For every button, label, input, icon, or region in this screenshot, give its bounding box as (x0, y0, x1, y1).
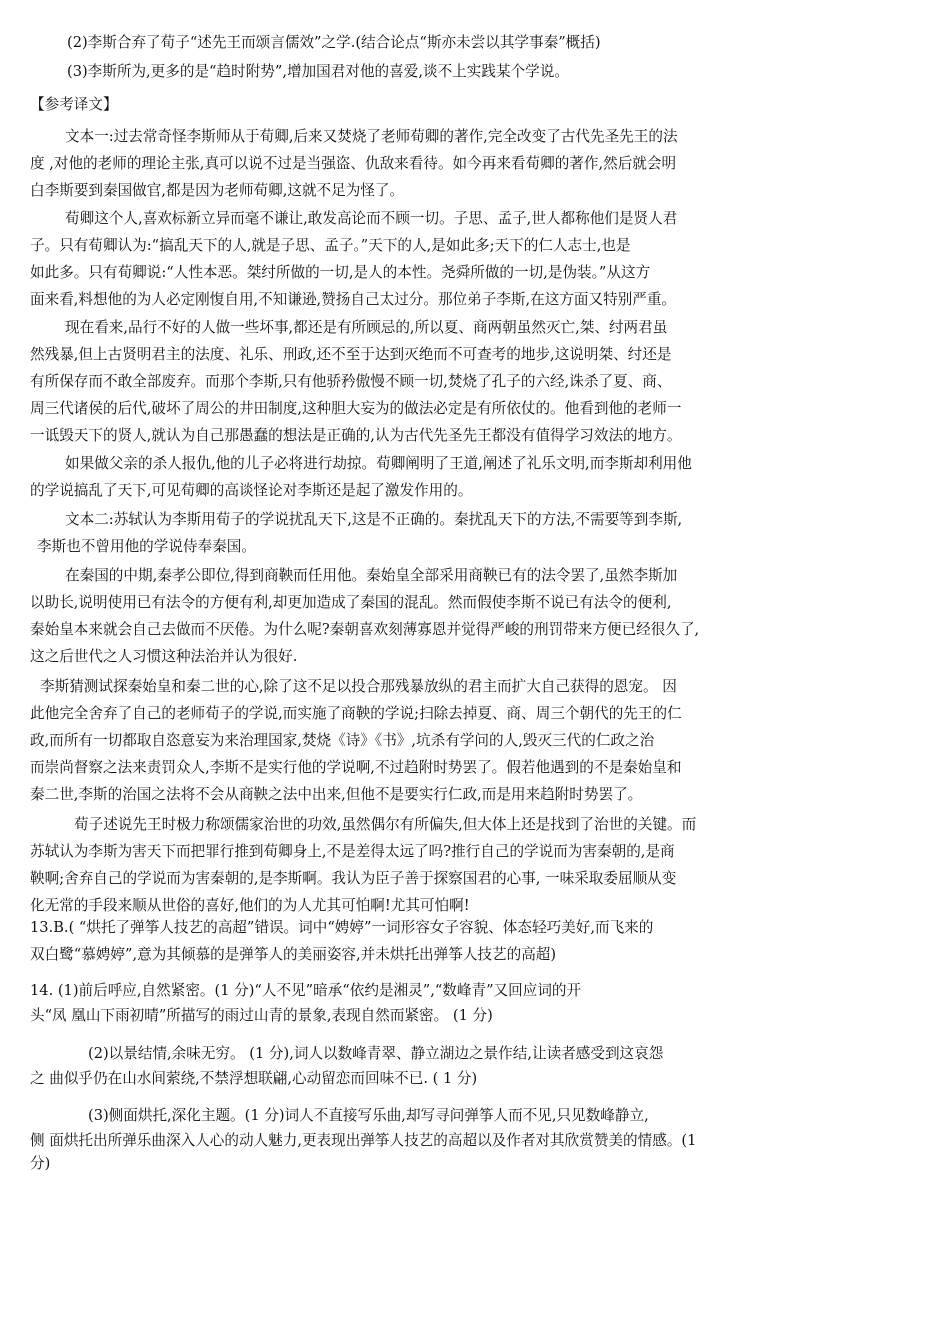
answer-item-3: (3)李斯所为,更多的是“趋时附势”,增加国君对他的喜爱,谈不上实践某个学说。 (67, 63, 569, 80)
text1-p3-line: 现在看来,品行不好的人做一些坏事,都还是有所顾忌的,所以夏、商两朝虽然灭亡,桀、纣两君虽 (65, 319, 668, 336)
text1-p2-line: 子。只有荀卿认为:“搞乱天下的人,就是子思、孟子。”天下的人,是如此多;天下的仁人志士,也是 (30, 237, 631, 254)
text1-p1-line: 度 ,对他的老师的理论主张,真可以说不过是当强盗、仇敌来看待。如今再来看荀卿的著作,然后就会明 (30, 155, 677, 172)
text1-p4-line: 如果做父亲的杀人报仇,他的儿子必将进行劫掠。荀卿阐明了王道,阐述了礼乐文明,而李斯却利用他 (65, 455, 692, 472)
text1-p3-line: 有所保存而不敢全部废弃。而那个李斯,只有他骄矜傲慢不顾一切,焚烧了孔子的六经,诛杀了夏、商、 (30, 373, 672, 390)
text2-p3-line: 政,而所有一切都取自恣意妄为来治理国家,焚烧《诗》《书》,坑杀有学问的人,毁灭三代的仁政之治 (30, 732, 655, 749)
text2-p3-line: 秦二世,李斯的治国之法将不会从商鞅之法中出来,但他不是要实行仁政,而是用来趋附时势罢了。 (30, 786, 643, 803)
text1-p4-line: 的学说搞乱了天下,可见荀卿的高谈怪论对李斯还是起了激发作用的。 (30, 482, 473, 499)
q14-part1-line: 14. (1)前后呼应,自然紧密。(1 分)“人不见”暗承“依约是湘灵”,“数峰青”又回应词的开 (30, 982, 582, 999)
text2-p3-line: 李斯猜测试探秦始皇和秦二世的心,除了这不足以投合那残暴放纵的君主而扩大自己获得的恩宠。 因 (40, 678, 677, 695)
text2-p1-line: 李斯也不曾用他的学说侍奉秦国。 (37, 538, 256, 555)
text1-p2-line: 如此多。只有荀卿说:“人性本恶。桀纣所做的一切,是人的本性。尧舜所做的一切,是伪装。”从这方 (30, 264, 651, 281)
q13-answer-line: 双白鹭“慕娉婷”,意为其倾慕的是弹筝人的美丽姿容,并未烘托出弹筝人技艺的高超) (30, 946, 557, 963)
reference-translation-heading: 【参考译文】 (30, 96, 118, 113)
text2-p4-line: 鞅啊;舍弃自己的学说而为害秦朝的,是李斯啊。我认为臣子善于探察国君的心事, 一味采取委屈顺从变 (30, 870, 677, 887)
text2-p2-line: 在秦国的中期,秦孝公即位,得到商鞅而任用他。秦始皇全部采用商鞅已有的法令罢了,虽然李斯加 (65, 567, 678, 584)
q14-part2-line: (2)以景结情,余味无穷。 (1 分),词人以数峰青翠、静立湖边之景作结,让读者感受到这哀怨 (88, 1045, 664, 1062)
text2-p4-line: 化无常的手段来顺从世俗的喜好,他们的为人尤其可怕啊!尤其可怕啊! (30, 897, 470, 914)
text2-p3-line: 而崇尚督察之法来责罚众人,李斯不是实行他的学说啊,不过趋附时势罢了。假若他遇到的不是秦始皇和 (30, 759, 682, 776)
text2-p4-line: 荀子述说先王时极力称颂儒家治世的功效,虽然偶尔有所偏失,但大体上还是找到了治世的关键。而 (74, 816, 697, 833)
q14-part3-line: (3)侧面烘托,深化主题。(1 分)词人不直接写乐曲,却写寻问弹筝人而不见,只见数峰静立, (88, 1107, 649, 1124)
text1-p1-line: 文本一:过去常奇怪李斯师从于荀卿,后来又焚烧了老师荀卿的著作,完全改变了古代先圣先王的法 (65, 128, 678, 145)
q14-part3-line: 侧 面烘托出所弹乐曲深入人心的动人魅力,更表现出弹筝人技艺的高超以及作者对其欣赏赞美的情感。(1 (30, 1132, 697, 1149)
q14-part2-line: 之 曲似乎仍在山水间萦绕,不禁浮想联翩,心动留恋而回味不已. ( 1 分) (30, 1070, 478, 1087)
text2-p2-line: 这之后世代之人习惯这种法治并认为很好. (30, 648, 298, 665)
text1-p2-line: 面来看,料想他的为人必定刚愎自用,不知谦逊,赞扬自己太过分。那位弟子李斯,在这方面又特别严重。 (30, 291, 677, 308)
text1-p3-line: 然残暴,但上古贤明君主的法度、礼乐、刑政,还不至于达到灭绝而不可查考的地步,这说明桀、纣还是 (30, 346, 672, 363)
text1-p2-line: 荀卿这个人,喜欢标新立异而毫不谦让,敢发高论而不顾一切。子思、孟子,世人都称他们是贤人君 (65, 210, 678, 227)
text1-p3-line: 一诋毁天下的贤人,就认为自己那愚蠢的想法是正确的,认为古代先圣先王都没有值得学习效法的地方。 (30, 427, 682, 444)
text1-p1-line: 白李斯要到秦国做官,都是因为老师荀卿,这就不足为怪了。 (30, 182, 405, 199)
q14-part1-line: 头“凤 凰山下雨初晴”所描写的雨过山青的景象,表现自然而紧密。 (1 分) (30, 1007, 493, 1024)
text2-p2-line: 以助长,说明使用已有法令的方便有利,却更加造成了秦国的混乱。然而假使李斯不说已有法令的便利, (30, 594, 672, 611)
text2-p3-line: 此他完全舍弃了自己的老师荀子的学说,而实施了商鞅的学说;扫除去掉夏、商、周三个朝代的先王的仁 (30, 705, 682, 722)
text2-p4-line: 苏轼认为李斯为害天下而把罪行推到荀卿身上,不是差得太远了吗?推行自己的学说而为害秦朝的,是商 (30, 843, 675, 860)
q13-answer-line: 13.B.( “烘托了弹筝人技艺的高超”错误。词中“娉婷”一词形容女子容貌、体态轻巧美好,而飞来的 (30, 919, 654, 936)
text1-p3-line: 周三代诸侯的后代,破坏了周公的井田制度,这种胆大妄为的做法必定是有所依仗的。他看到他的老师一 (30, 400, 682, 417)
answer-item-2: (2)李斯合弃了荀子“述先王而颂言儒效”之学.(结合论点“斯亦未尝以其学事秦”概括) (67, 34, 601, 51)
text2-p2-line: 秦始皇本来就会自己去做而不厌倦。为什么呢?秦朝喜欢刻薄寡恩并觉得严峻的刑罚带来方便已经很久了, (30, 621, 700, 638)
text2-p1-line: 文本二:苏轼认为李斯用荀子的学说扰乱天下,这是不正确的。秦扰乱天下的方法,不需要等到李斯, (65, 511, 683, 528)
q14-part3-line: 分) (30, 1155, 51, 1172)
